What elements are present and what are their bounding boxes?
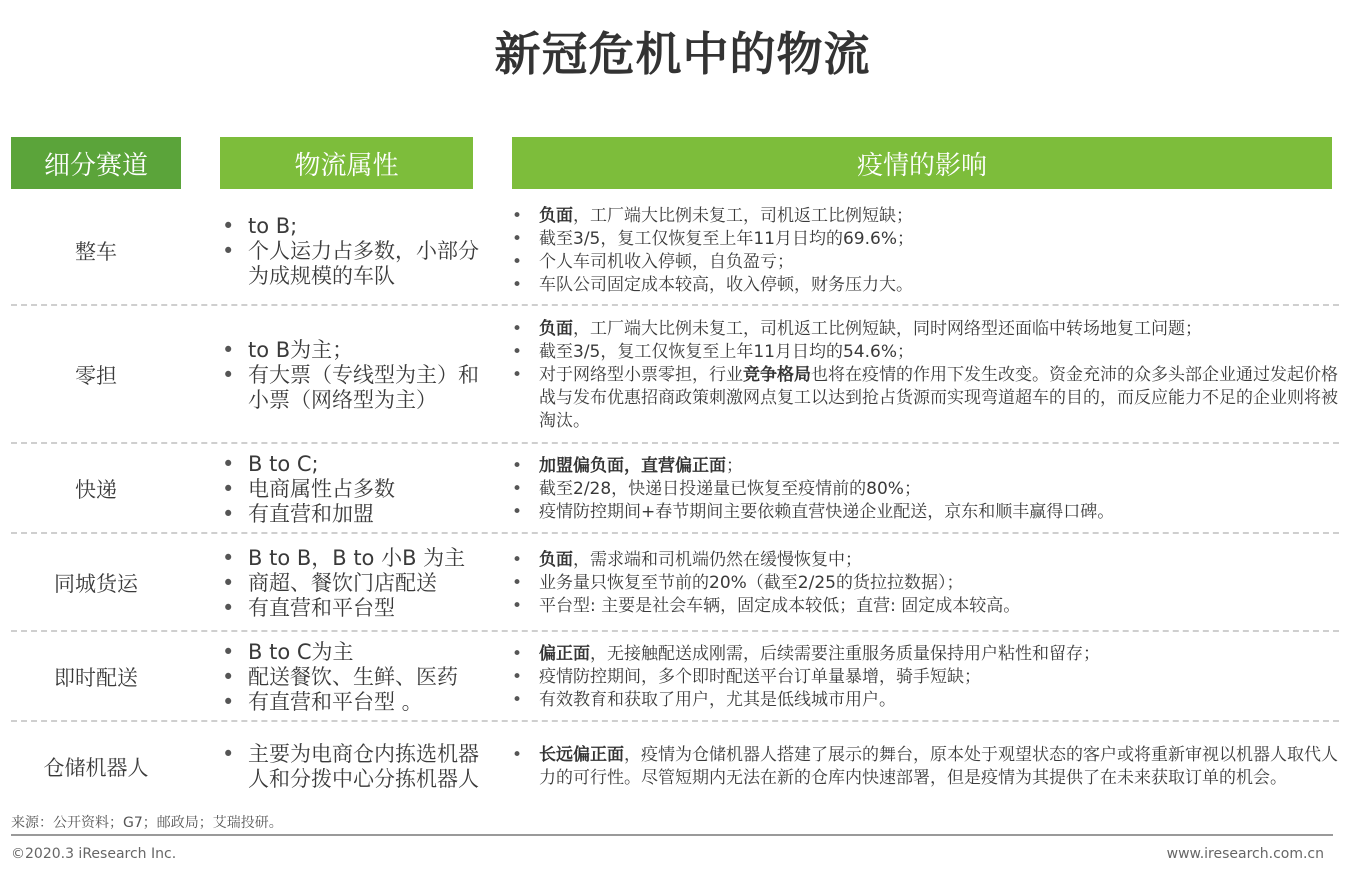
page-title: 新冠危机中的物流: [494, 27, 871, 81]
attribute-item: • 商超、餐饮门店配送: [220, 571, 485, 596]
copyright-text: ©2020.3 iResearch Inc.: [11, 846, 177, 862]
row-divider: [11, 720, 1339, 722]
attribute-item: • to B;: [220, 214, 485, 239]
impact-item: • 平台型: 主要是社会车辆，固定成本较低；直营: 固定成本较高。: [511, 595, 1343, 618]
header-attribute: 物流属性: [220, 137, 473, 189]
attribute-item: • B to B，B to 小B 为主: [220, 546, 485, 571]
attribute-item: • 有直营和平台型 。: [220, 690, 485, 715]
impact-list: [511, 306, 1343, 444]
impact-item: • 车队公司固定成本较高，收入停顿，财务压力大。: [511, 274, 1343, 297]
header-impact: 疫情的影响: [512, 137, 1332, 189]
segment-cell: 零担: [75, 364, 117, 388]
impact-item: • 截至3/5，复工仅恢复至上年11月日均的69.6%；: [511, 228, 1343, 251]
segment-cell: 同城货运: [54, 572, 138, 596]
attribute-item: • 主要为电商仓内拣选机器人和分拨中心分拣机器人: [220, 742, 485, 792]
segment-cell: 仓储机器人: [43, 756, 149, 780]
attribute-item: • 有直营和加盟: [220, 502, 485, 527]
impact-item: • 截至2/28，快递日投递量已恢复至疫情前的80%；: [511, 478, 1343, 501]
impact-item: • 偏正面，无接触配送成刚需，后续需要注重服务质量保持用户粘性和留存；: [511, 643, 1343, 666]
table-row: [11, 724, 1339, 810]
attribute-item: • B to C为主: [220, 640, 485, 665]
attribute-list: [220, 632, 485, 722]
impact-keyword: 偏正面: [539, 643, 590, 664]
impact-item: • 疫情防控期间，多个即时配送平台订单量暴增，骑手短缺；: [511, 666, 1343, 689]
impact-item: • 个人车司机收入停顿，自负盈亏；: [511, 251, 1343, 274]
attribute-item: • 配送餐饮、生鲜、医药: [220, 665, 485, 690]
impact-item: • 负面，需求端和司机端仍然在缓慢恢复中；: [511, 549, 1343, 572]
segment-cell: 即时配送: [54, 666, 138, 690]
impact-item: • 加盟偏负面，直营偏正面；: [511, 455, 1343, 478]
attribute-item: • to B为主；: [220, 338, 485, 363]
source-note: 来源：公开资料；G7；邮政局；艾瑞投研。: [11, 815, 283, 831]
table-row: [11, 632, 1339, 722]
impact-item: • 负面，工厂端大比例未复工，司机返工比例短缺；: [511, 205, 1343, 228]
impact-list: [511, 196, 1343, 306]
impact-item: • 业务量只恢复至节前的20%（截至2/25的货拉拉数据）；: [511, 572, 1343, 595]
impact-keyword: 负面: [539, 318, 573, 339]
attribute-item: • 有大票（专线型为主）和小票（网络型为主）: [220, 363, 485, 413]
table-row: [11, 534, 1339, 632]
header-segment: 细分赛道: [11, 137, 181, 189]
attribute-item: • 有直营和平台型: [220, 596, 485, 621]
segment-cell: 快递: [75, 478, 117, 502]
impact-item: • 长远偏正面，疫情为仓储机器人搭建了展示的舞台，原本处于观望状态的客户或将重新审视以机器人取代人力的可行性。尽管短期内无法在新的仓库内快速部署，但是疫情为其提供了在未来获取订单的机会。: [511, 744, 1343, 790]
attribute-item: • 电商属性占多数: [220, 477, 485, 502]
attribute-list: [220, 724, 485, 810]
impact-keyword: 加盟偏负面，直营偏正面: [539, 455, 726, 476]
impact-keyword: 竞争格局: [743, 364, 811, 385]
attribute-list: [220, 196, 485, 306]
segment-cell: 整车: [75, 240, 117, 264]
footer-divider: [11, 834, 1333, 836]
impact-keyword: 长远偏正面: [539, 745, 624, 765]
impact-item: • 疫情防控期间+春节期间主要依赖直营快递企业配送，京东和顺丰赢得口碑。: [511, 501, 1343, 524]
website-link[interactable]: www.iresearch.com.cn: [1166, 846, 1324, 862]
impact-item: • 对于网络型小票零担，行业竞争格局也将在疫情的作用下发生改变。资金充沛的众多头部企业通过发起价格战与发布优惠招商政策刺激网点复工以达到抢占货源而实现弯道超车的目的，而反应能力不足的企业则将被淘汰。: [511, 364, 1343, 433]
impact-list: [511, 632, 1343, 722]
impact-item: • 负面，工厂端大比例未复工，司机返工比例短缺，同时网络型还面临中转场地复工问题；: [511, 318, 1343, 341]
attribute-list: [220, 306, 485, 444]
impact-list: [511, 724, 1343, 810]
attribute-list: [220, 444, 485, 534]
attribute-item: • B to C;: [220, 452, 485, 477]
table-row: [11, 444, 1339, 534]
impact-keyword: 负面: [539, 549, 573, 570]
table-row: [11, 196, 1339, 306]
impact-list: [511, 534, 1343, 632]
table-row: [11, 306, 1339, 444]
impact-keyword: 负面: [539, 206, 573, 226]
impact-item: • 有效教育和获取了用户，尤其是低线城市用户。: [511, 689, 1343, 712]
impact-list: [511, 444, 1343, 534]
attribute-item: • 个人运力占多数，小部分为成规模的车队: [220, 239, 485, 289]
impact-item: • 截至3/5，复工仅恢复至上年11月日均的54.6%；: [511, 341, 1343, 364]
attribute-list: [220, 534, 485, 632]
